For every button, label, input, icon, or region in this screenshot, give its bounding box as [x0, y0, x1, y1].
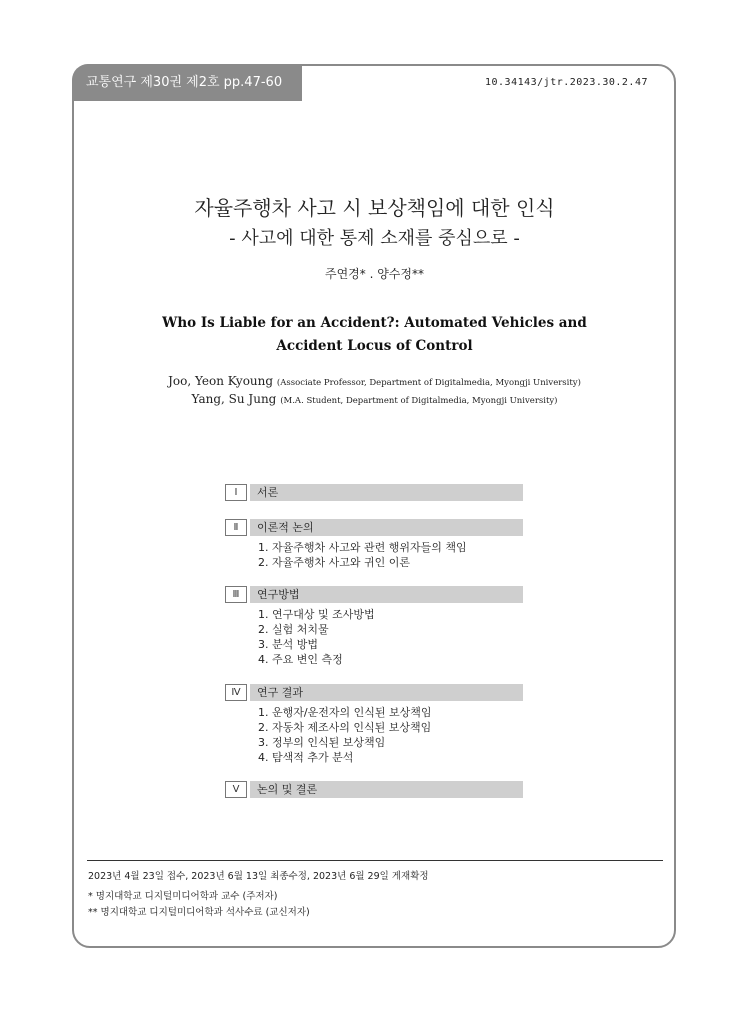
author-name: Joo, Yeon Kyoung — [168, 374, 274, 388]
journal-citation: 교통연구 제30권 제2호 pp.47-60 — [72, 64, 302, 101]
toc-subsection: 3. 분석 방법 — [258, 638, 318, 651]
author-name: Yang, Su Jung — [191, 392, 277, 406]
toc-section-number: Ⅰ — [225, 484, 247, 501]
toc-section — [225, 780, 523, 799]
author-affiliation: (M.A. Student, Department of Digitalmedia, Myongji University) — [280, 396, 558, 406]
toc-section-number: Ⅳ — [225, 684, 247, 701]
author-note-1: * 명지대학교 디지털미디어학과 교수 (주저자) — [88, 891, 278, 902]
toc-section-header — [225, 518, 523, 537]
author-line — [0, 392, 749, 406]
toc-subsection: 1. 연구대상 및 조사방법 — [258, 608, 375, 621]
toc-section — [225, 518, 523, 570]
toc-section-number: Ⅴ — [225, 781, 247, 798]
toc-section-number: Ⅱ — [225, 519, 247, 536]
footer-divider — [87, 860, 663, 861]
toc-subsection-list — [258, 705, 523, 765]
toc-section-header — [225, 483, 523, 502]
toc-section-header — [225, 683, 523, 702]
toc-subsection-list — [258, 540, 523, 570]
toc-section-title: 논의 및 결론 — [250, 781, 523, 798]
toc-subsection: 4. 탐색적 추가 분석 — [258, 751, 354, 764]
toc-subsection: 2. 자동차 제조사의 인식된 보상책임 — [258, 721, 432, 734]
title-korean: 자율주행차 사고 시 보상책임에 대한 인식 — [194, 196, 555, 220]
toc-section-title: 연구방법 — [250, 586, 523, 603]
toc-subsection: 1. 자율주행차 사고와 관련 행위자들의 책임 — [258, 541, 467, 554]
toc-section-title: 연구 결과 — [250, 684, 523, 701]
author-line — [0, 374, 749, 388]
toc-subsection: 2. 자율주행차 사고와 귀인 이론 — [258, 556, 410, 569]
toc-subsection-list — [258, 607, 523, 667]
toc-subsection: 1. 운행자/운전자의 인식된 보상책임 — [258, 706, 432, 719]
toc-subsection: 2. 실험 처치물 — [258, 623, 329, 636]
authors-korean: 주연경* . 양수정** — [325, 267, 424, 281]
received-dates: 2023년 4월 23일 접수, 2023년 6월 13일 최종수정, 2023년 6월 29일 게재확정 — [88, 871, 429, 882]
subtitle-korean: - 사고에 대한 통제 소재를 중심으로 - — [229, 228, 520, 249]
toc-section-header — [225, 585, 523, 604]
title-english: Who Is Liable for an Accident?: Automated Vehicles and Accident Locus of Control — [162, 315, 587, 354]
toc-subsection: 3. 정부의 인식된 보상책임 — [258, 736, 386, 749]
toc-section-number: Ⅲ — [225, 586, 247, 603]
doi: 10.34143/jtr.2023.30.2.47 — [484, 77, 648, 88]
toc-subsection: 4. 주요 변인 측정 — [258, 653, 343, 666]
toc-section-header — [225, 780, 523, 799]
author-note-2: ** 명지대학교 디지털미디어학과 석사수료 (교신저자) — [88, 907, 310, 918]
toc-section — [225, 483, 523, 502]
toc-section-title: 서론 — [250, 484, 523, 501]
toc-section — [225, 585, 523, 667]
toc-section — [225, 683, 523, 765]
toc-section-title: 이론적 논의 — [250, 519, 523, 536]
author-affiliation: (Associate Professor, Department of Digitalmedia, Myongji University) — [276, 378, 581, 388]
